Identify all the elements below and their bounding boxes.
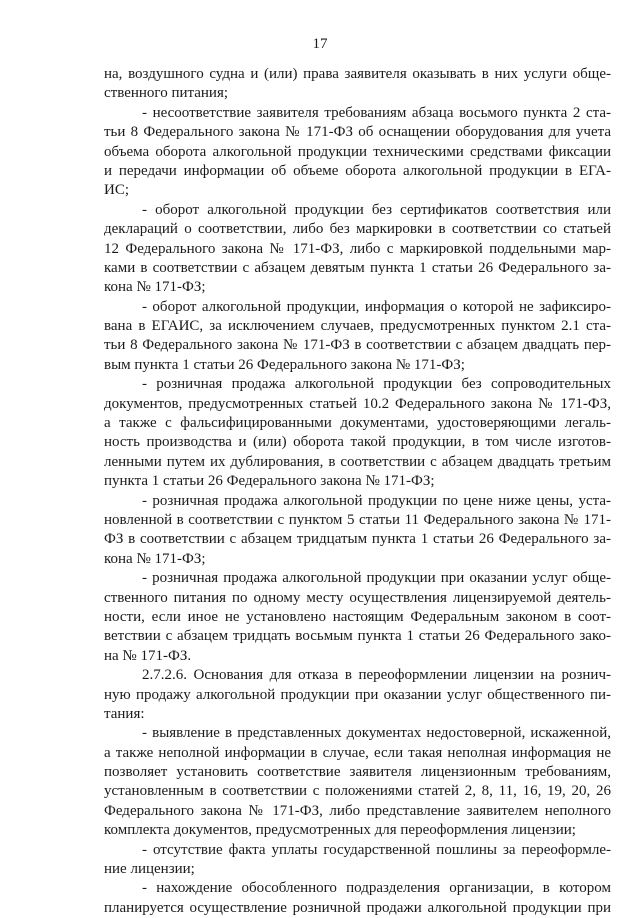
text-line: ками в соответствии с абзацем девятым пункта 1 статьи 26 Федерального за- [104,259,611,276]
text-line: - оборот алкогольной продукции, информация о которой не зафиксиро- [142,298,611,315]
text-line: тьи 8 Федерального закона № 171-ФЗ об оснащении оборудования для учета [104,124,611,141]
text-line: вым пункта 1 статьи 26 Федерального закона № 171-ФЗ; [104,356,465,373]
text-line: а также с фальсифицированными документами, удостоверяющими легаль- [104,415,611,432]
text-line: ИС; [104,182,130,199]
text-line: - нахождение обособленного подразделения организации, в котором [142,880,611,897]
text-line: тания: [104,705,145,722]
text-line: 12 Федерального закона № 171-ФЗ, либо с маркировкой поддельными мар- [104,240,611,257]
text-line: ФЗ в соответствии с абзацем тридцатым пункта 1 статьи 26 Федерального за- [104,531,611,548]
text-line: 2.7.2.6. Основания для отказа в переоформлении лицензии на рознич- [142,667,611,684]
text-line: ние лицензии; [104,861,195,878]
text-line: деклараций о соответствии, либо без маркировки в соответствии со статьей [104,221,611,238]
text-line: и передачи информации об объеме оборота алкогольной продукции в ЕГА- [104,162,611,179]
text-line: - выявление в представленных документах недостоверной, искаженной, [142,725,611,742]
paragraph [104,201,611,298]
paragraph [104,841,611,880]
paragraph [104,65,611,104]
text-line: на № 171-ФЗ. [104,647,192,664]
text-line: а также неполной информации в случае, если такая неполная информация не [104,744,611,761]
text-line: ности, если иное не установлено настоящим Федеральным законом в соот- [104,608,611,625]
text-line: - несоответствие заявителя требованиям абзаца восьмого пункта 2 ста- [142,104,611,121]
paragraph [104,492,611,570]
text-line: ность производства и (или) оборота такой продукции, в том числе изготов- [104,434,611,451]
document-body [104,65,611,918]
text-line: позволяет установить соответствие заявителя лицензионным требованиям, [104,764,611,781]
text-line: - розничная продажа алкогольной продукции без сопроводительных [142,376,611,393]
text-line: установленным в соответствии с положениями статей 2, 8, 11, 16, 19, 20, 26 [104,783,611,800]
paragraph [104,298,611,376]
text-line: кона № 171-ФЗ; [104,279,206,296]
page-number: 17 [312,36,328,52]
paragraph [104,666,611,724]
text-line: ветствии с абзацем тридцать восьмым пункта 1 статьи 26 Федерального зако- [104,628,611,645]
text-line: вана в ЕГАИС, за исключением случаев, предусмотренных пунктом 2.1 ста- [104,318,611,335]
text-line: новленной в соответствии с пунктом 5 статьи 11 Федерального закона № 171- [104,511,611,528]
paragraph [104,879,611,918]
text-line: комплекта документов, предусмотренных для переоформления лицензии; [104,822,576,839]
text-line: пункта 1 статьи 26 Федерального закона № 171-ФЗ; [104,473,435,490]
text-line: - розничная продажа алкогольной продукции по цене ниже цены, уста- [142,492,611,509]
text-line: - отсутствие факта уплаты государственной пошлины за переоформле- [142,841,611,858]
text-line: Федерального закона № 171-ФЗ, либо представление заявителем неполного [104,802,611,819]
text-line: документов, предусмотренных статьей 10.2 Федерального закона № 171-ФЗ, [104,395,611,412]
text-line: - розничная продажа алкогольной продукции при оказании услуг обще- [142,570,611,587]
text-line: - оборот алкогольной продукции без сертификатов соответствия или [142,201,611,218]
paragraph [104,569,611,666]
paragraph [104,104,611,201]
text-line: объема оборота алкогольной продукции техническими средствами фиксации [104,143,611,160]
paragraph [104,375,611,491]
text-line: ственного питания; [104,85,229,102]
text-line: тьи 8 Федерального закона № 171-ФЗ в соответствии с абзацем двадцать пер- [104,337,611,354]
text-line: на, воздушного судна и (или) права заявителя оказывать в них услуги обще- [104,66,611,82]
text-line: ственного питания по одному месту осуществления лицензируемой деятель- [104,589,611,606]
text-line: кона № 171-ФЗ; [104,550,206,567]
paragraph [104,724,611,840]
text-line: ленными путем их дублирования, в соответствии с абзацем двадцать третьим [104,453,611,470]
text-line: ную продажу алкогольной продукции при оказании услуг общественного пи- [104,686,611,703]
text-line: планируется осуществление розничной продажи алкогольной продукции при [104,899,611,916]
